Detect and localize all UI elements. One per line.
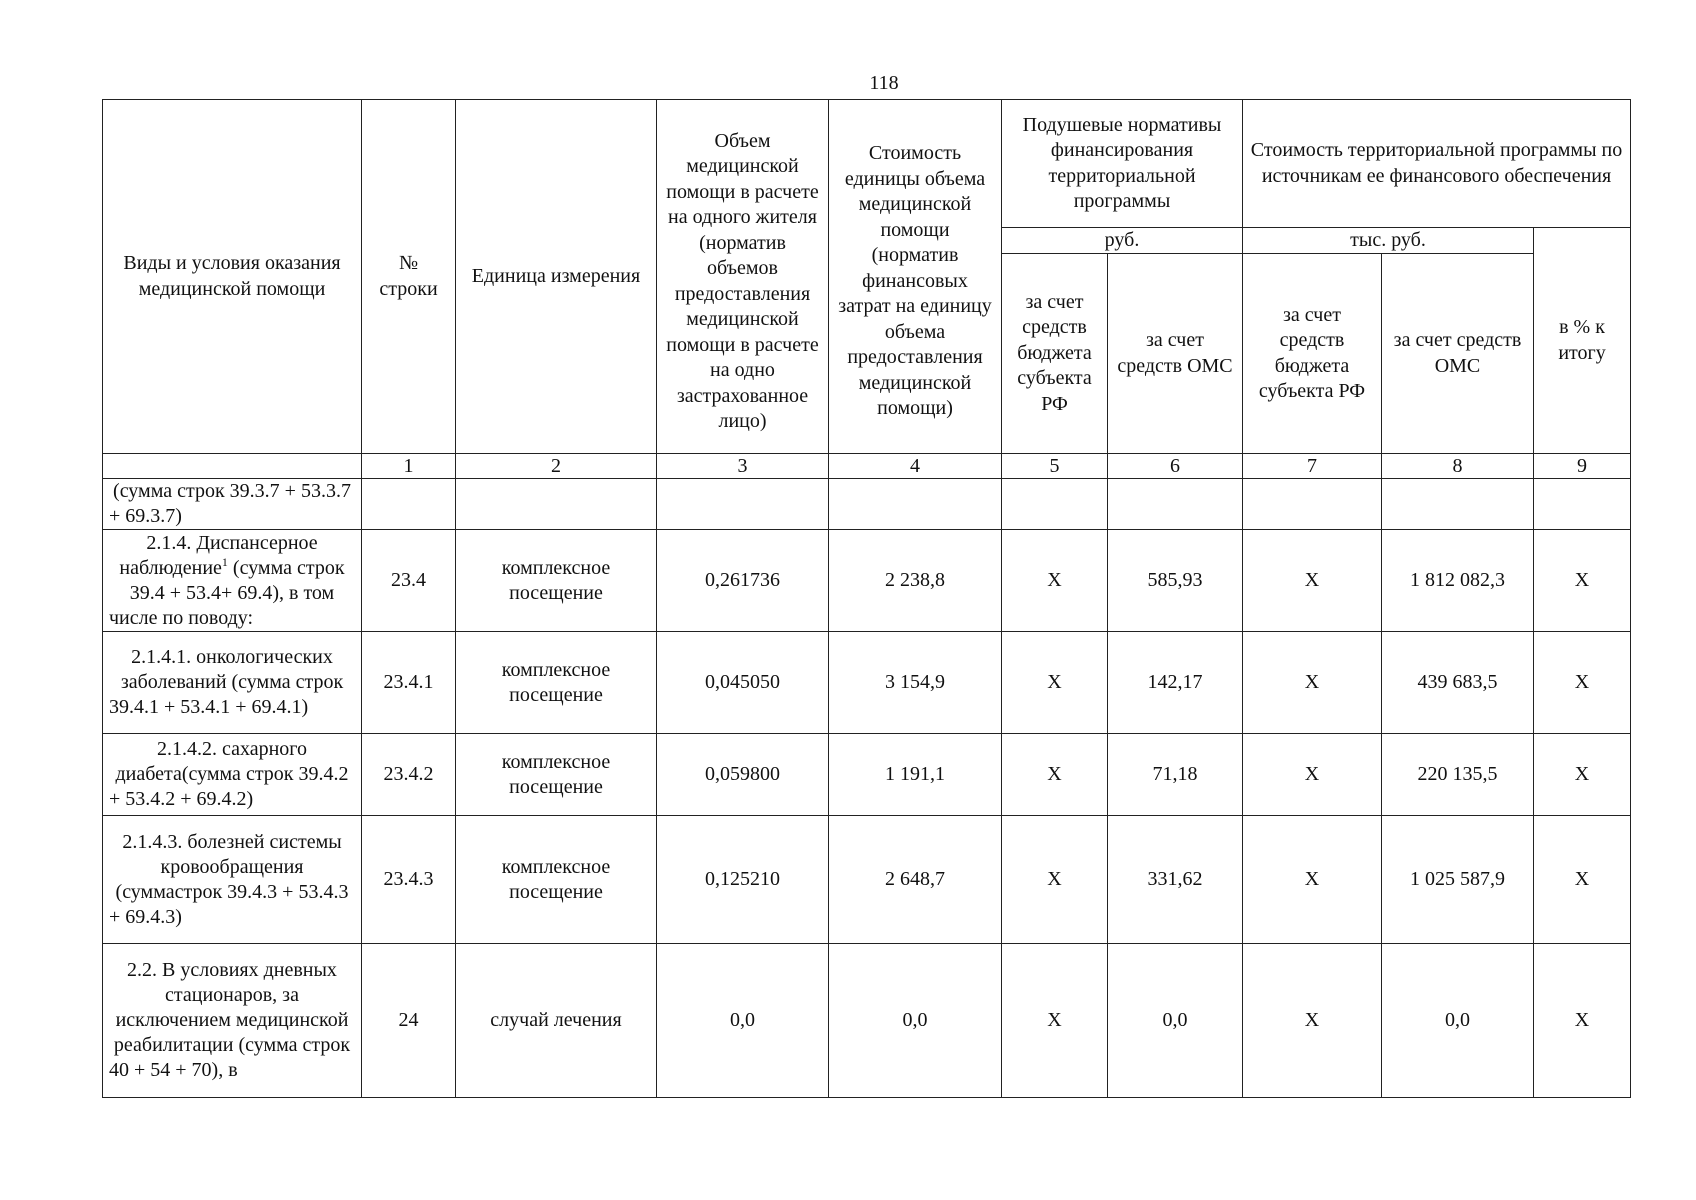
header-row-no: № строки [362,100,456,454]
table-row [103,816,1631,944]
row-cost: 1 191,1 [829,734,1002,816]
row-col6: 585,93 [1108,530,1243,632]
row-volume: 0,0 [657,944,829,1098]
row-cost: 3 154,9 [829,632,1002,734]
header-unit-thous-rub: тыс. руб. [1243,228,1534,254]
row-col9: Х [1534,530,1631,632]
row-name-tail: (сумма строк 39.4 + 53.4+ 69.4), в том числе по поводу: [109,556,345,629]
row-volume [657,479,829,530]
row-col8: 0,0 [1382,944,1534,1098]
row-col6 [1108,479,1243,530]
row-cost [829,479,1002,530]
column-number: 2 [456,454,657,479]
row-name: (сумма строк 39.3.7 + 53.3.7 + 69.3.7) [103,479,362,530]
column-number: 5 [1002,454,1108,479]
row-cost: 0,0 [829,944,1002,1098]
table-row [103,944,1631,1098]
row-col5: Х [1002,530,1108,632]
header-percent: в % к итогу [1534,228,1631,454]
row-unit: комплексное посещение [456,530,657,632]
row-number: 24 [362,944,456,1098]
row-name: 2.2. В условиях дневных стационаров, за исключением медицинской реабилитации (сумма строк 40 + 54 + 70), в [103,944,362,1098]
header-oms-6: за счет средств ОМС [1108,254,1243,454]
row-col5: Х [1002,816,1108,944]
column-number-row [103,454,1631,479]
column-number: 1 [362,454,456,479]
row-col9 [1534,479,1631,530]
row-col7: Х [1243,944,1382,1098]
row-col9: Х [1534,944,1631,1098]
row-col8: 1 812 082,3 [1382,530,1534,632]
row-unit: комплексное посещение [456,816,657,944]
column-number: 7 [1243,454,1382,479]
footnote-mark: 1 [221,554,228,569]
row-unit: комплексное посещение [456,734,657,816]
row-col7: Х [1243,816,1382,944]
row-col6: 142,17 [1108,632,1243,734]
table-row [103,734,1631,816]
column-number: 6 [1108,454,1243,479]
header-volume: Объем медицинской помощи в расчете на одного жителя (норматив объемов предоставления медицинской помощи в расчете на одно застрахованное лицо) [657,100,829,454]
row-name: 2.1.4.2. сахарного диабета(сумма строк 39.4.2 + 53.4.2 + 69.4.2) [103,734,362,816]
row-number [362,479,456,530]
column-number: 3 [657,454,829,479]
row-col8 [1382,479,1534,530]
row-col7: Х [1243,632,1382,734]
row-volume: 0,125210 [657,816,829,944]
header-budget-7: за счет средств бюджета субъекта РФ [1243,254,1382,454]
header-cost-group: Стоимость территориальной программы по источникам ее финансового обеспечения [1243,100,1631,228]
row-col7: Х [1243,734,1382,816]
row-col9: Х [1534,816,1631,944]
row-cost: 2 648,7 [829,816,1002,944]
column-number: 4 [829,454,1002,479]
row-volume: 0,045050 [657,632,829,734]
row-name: 2.1.4.3. болезней системы кровообращения (суммастрок 39.4.3 + 53.4.3 + 69.4.3) [103,816,362,944]
row-col5: Х [1002,944,1108,1098]
page-number: 118 [869,72,899,94]
header-per-capita-group: Подушевые нормативы финансирования территориальной программы [1002,100,1243,228]
row-name-text: 2.1.4. Диспансерное наблюдение [119,531,318,579]
row-number: 23.4.3 [362,816,456,944]
row-col6: 0,0 [1108,944,1243,1098]
row-col6: 71,18 [1108,734,1243,816]
row-name [103,530,362,632]
row-volume: 0,059800 [657,734,829,816]
row-number: 23.4 [362,530,456,632]
row-col8: 220 135,5 [1382,734,1534,816]
row-unit: случай лечения [456,944,657,1098]
table-row [103,530,1631,632]
header-cost-unit: Стоимость единицы объема медицинской помощи (норматив финансовых затрат на единицу объема предоставления медицинской помощи) [829,100,1002,454]
table-row [103,632,1631,734]
table-row [103,479,1631,530]
row-col6: 331,62 [1108,816,1243,944]
column-number: 8 [1382,454,1534,479]
header-type: Виды и условия оказания медицинской помощи [103,100,362,454]
row-col9: Х [1534,734,1631,816]
row-col5: Х [1002,734,1108,816]
row-name: 2.1.4.1. онкологических заболеваний (сумма строк 39.4.1 + 53.4.1 + 69.4.1) [103,632,362,734]
financing-table [102,99,1631,1098]
row-unit [456,479,657,530]
row-number: 23.4.2 [362,734,456,816]
row-number: 23.4.1 [362,632,456,734]
column-number [103,454,362,479]
row-volume: 0,261736 [657,530,829,632]
header-unit-rub: руб. [1002,228,1243,254]
row-col8: 1 025 587,9 [1382,816,1534,944]
row-col7: Х [1243,530,1382,632]
row-col9: Х [1534,632,1631,734]
header-oms-8: за счет средств ОМС [1382,254,1534,454]
column-number: 9 [1534,454,1631,479]
row-col8: 439 683,5 [1382,632,1534,734]
row-unit: комплексное посещение [456,632,657,734]
row-col7 [1243,479,1382,530]
header-budget-5: за счет средств бюджета субъекта РФ [1002,254,1108,454]
row-cost: 2 238,8 [829,530,1002,632]
row-col5 [1002,479,1108,530]
row-col5: Х [1002,632,1108,734]
header-unit: Единица измерения [456,100,657,454]
